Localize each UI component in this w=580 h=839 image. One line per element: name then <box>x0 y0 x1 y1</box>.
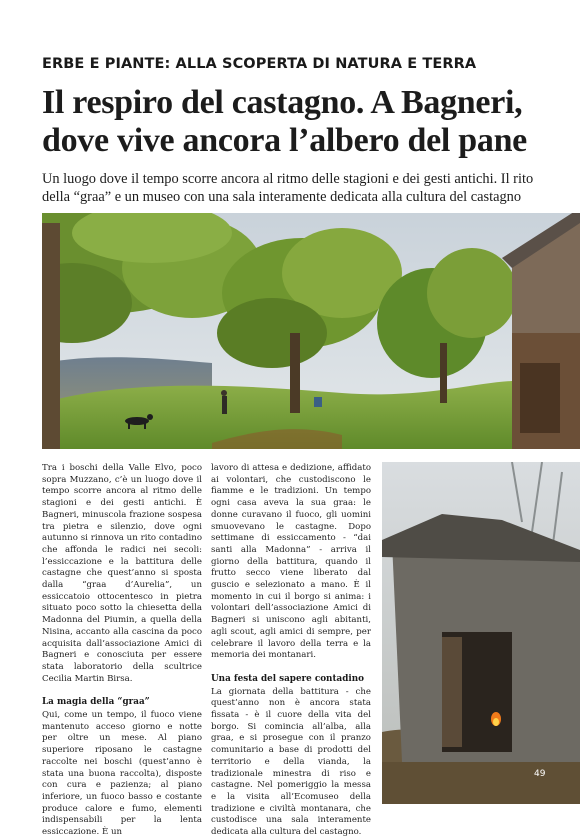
section-kicker: ERBE E PIANTE: ALLA SCOPERTA DI NATURA E TERRA <box>42 56 477 72</box>
body-paragraph: lavoro di attesa e dedizione, affidato ai volontari, che custodiscono le fiamme e le tradizioni. Un tempo ogni casa aveva la sua graa: le donne curavano il fuoco, gli uomini smuovevano le castagne. Dopo settimane di essiccamento - “dai santi alla Madonna” - arriva il giorno della battitura, quando il frutto secco viene liberato dal guscio e selezionato a mano. È il momento in cui il borgo si anima: i volontari dell’associazione Amici di Bagneri si uniscono agli abitanti, agli scout, agli amici di sempre, per celebrare il lavoro della terra e la memoria dei montanari. <box>211 463 371 661</box>
article-column-2 <box>211 463 371 839</box>
deck-line-2: della “graa” e un museo con una sala interamente dedicata alla cultura del castagno <box>42 188 522 205</box>
body-paragraph: La giornata della battitura - che quest’anno non è ancora stata fissata - è il cuore della vita del borgo. Si comincia all’alba, alla graa, e si prosegue con il pranzo comunitario a base di prodotti del territorio e della vianda, la tradizionale minestra di riso e castagne. Nel pomeriggio la messa e la visita all’Ecomuseo della tradizione e civiltà montanara, che custodisce una sala interamente dedicata alla cultura del castagno. <box>211 686 371 838</box>
section-subhead: La magia della “graa” <box>42 697 150 708</box>
title-line-2: dove vive ancora l’albero del pane <box>42 122 527 159</box>
chestnut-harvest-photo <box>42 213 580 449</box>
deck-line-1: Un luogo dove il tempo scorre ancora al ritmo delle stagioni e dei gesti antichi. Il rito <box>42 171 534 187</box>
article-subtitle <box>42 171 562 206</box>
section-subhead: Una festa del sapere contadino <box>211 673 364 684</box>
chestnut-dryer-photo <box>382 462 580 804</box>
body-paragraph: Qui, come un tempo, il fuoco viene mantenuto acceso giorno e notte per oltre un mese. Al piano superiore riposano le castagne raccolte nei boschi (quest’anno è stata una buona raccolta), disposte con cura e pazienza; al piano inferiore, un fuoco basso e costante produce calore e fumo, elementi indispensabili per la lenta essiccazione. È un <box>42 710 202 838</box>
title-line-1: Il respiro del castagno. A Bagneri, <box>42 84 523 121</box>
body-paragraph: Tra i boschi della Valle Elvo, poco sopra Muzzano, c’è un luogo dove il tempo scorre ancora al ritmo delle stagioni e dei gesti antichi. È Bagneri, minuscola frazione sospesa tra pietra e silenzio, dove ogni autunno si rinnova un rito contadino che affonda le radici nei secoli: l’essiccazione e la battitura delle castagne che quest’anno si sposta dalla “graa d’Aurelia”, un essiccatoio ottocentesco in pietra situato poco sotto la chiesetta della Madonna del Piumin, a quella della Nisina, accanto alla cascina da poco acquisita dall’associazione Amici di Bagneri e conosciuta per essere stata laboratorio della scultrice Cecilia Martin Birsa. <box>42 463 202 684</box>
page-number: 49 <box>534 769 546 779</box>
article-title <box>42 84 562 160</box>
article-column-1 <box>42 463 202 839</box>
